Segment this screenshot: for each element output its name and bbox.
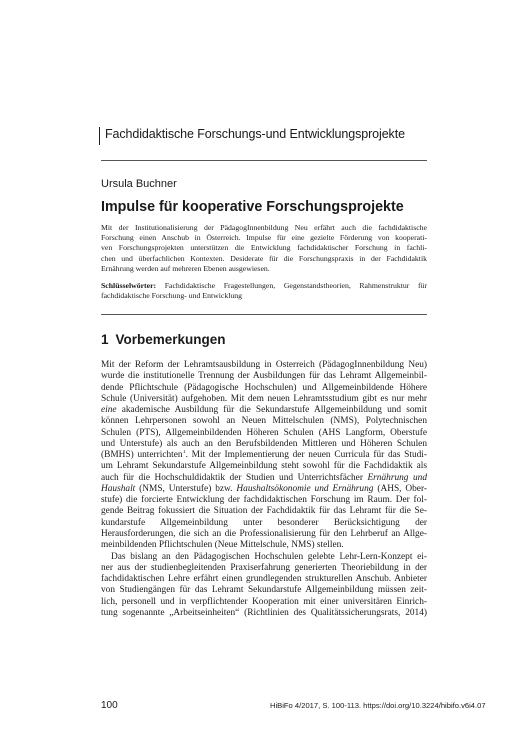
body-fragment: (AHS, Ober-: [373, 483, 427, 494]
body-line: und Unterstufe) als auch an den Berufsbildenden Mittleren und Höheren Schulen: [101, 438, 427, 449]
body-line: ner aus der studienbegleitenden Praxiserfahrung generierten Theoriebildung in der: [101, 562, 427, 573]
body-fragment: (NMS, Unterstufe) bzw.: [135, 483, 237, 494]
citation-footer: HiBiFo 4/2017, S. 100-113. https://doi.org/10.3224/hibifo.v6i4.07: [270, 701, 486, 710]
emphasis: Haushalt: [101, 483, 136, 494]
body-line: [101, 484, 427, 495]
author: Ursula Buchner: [101, 178, 177, 190]
emphasis: eine: [101, 405, 117, 416]
body-line: stufe) die forcierte Entwicklung der fachdidaktischen Forschung im Raum. Der fol-: [101, 495, 427, 506]
section-title: Vorbemerkungen: [115, 332, 226, 347]
body-line: [101, 405, 427, 416]
keywords: [101, 281, 427, 301]
body-line: von Studiengängen für das Lehramt Sekundarstufe Allgemeinbildung müssen zeit-: [101, 585, 427, 596]
body-line: um Lehramt Sekundarstufe Allgemeinbildung steht sowohl für die Fachdidaktik als: [101, 461, 427, 472]
keywords-label: Schlüsselwörter:: [101, 281, 157, 290]
body-line: gende Beitrag fokussiert die Situation der Fachdidaktik für das Lehramt für die Se-: [101, 506, 427, 517]
body-fragment: (BMHS) unterrichten: [101, 450, 183, 461]
body-line: Herausforderungen, die sich an die Professionalisierung für den Lehrberuf an Allge-: [101, 528, 427, 539]
body-line: meinbildenden Pflichtschulen (Neue Mittelschule, NMS) stellen.: [101, 540, 344, 551]
body-fragment: . Mit der Implementierung der neuen Curricula für das Studi-: [185, 450, 427, 461]
body-line: [101, 450, 427, 461]
abstract-line: chen und überfachlichen Kontexten. Desiderate für die Forschungspraxis in der Fachdidaktik: [101, 253, 427, 263]
body-line: lich, personell und in verpflichtender Kooperation mit einer universitären Einrich-: [101, 596, 427, 607]
running-header: Fachdidaktische Forschungs-und Entwicklungsprojekte: [105, 127, 405, 141]
body-line: tung sogenannte „Arbeitseinheiten“ (Richtlinien des Qualitätssicherungsrats, 2014): [101, 607, 427, 618]
divider-top: [101, 160, 427, 161]
section-heading: [101, 332, 226, 347]
abstract-line: Forschung einen Anschub in Österreich. Impulse für eine gezielte Förderung von kooperati-: [101, 233, 427, 243]
body-line: Mit der Reform der Lehramtsausbildung in Österreich (PädagogInnenbildung Neu): [101, 360, 427, 370]
abstract: [101, 223, 427, 274]
abstract-line: ven Forschungsprojekten unterstützen die Entwicklung fachdidaktischer Forschung in fachli-: [101, 243, 427, 253]
body-line: können Lehrpersonen sowohl an Neuen Mittelschulen (NMS), Polytechnischen: [101, 416, 427, 427]
body-line: wurde die institutionelle Trennung der Ausbildungen für das Lehramt Allgemeinbil-: [101, 371, 427, 382]
body-line: fachdidaktischen Lehre erfährt einen grundlegenden strukturellen Anschub. Anbieter: [101, 574, 427, 585]
keywords-text: Fachdidaktische Fragestellungen, Gegenstandstheorien, Rahmenstruktur für: [156, 281, 427, 290]
abstract-line: Mit der Institutionalisierung der PädagogInnenbildung Neu erfährt auch die fachdidaktische: [101, 223, 427, 232]
divider-abstract: [101, 314, 427, 315]
body-fragment: auch für die Hochschuldidaktik der Studien und Unterrichtsfächer: [101, 472, 368, 483]
abstract-line: Ernährung werden auf mehreren Ebenen ausgewiesen.: [101, 263, 270, 273]
body-line: dende Pflichtschule (Pädagogische Hochschulen) und Allgemeinbildende Höhere: [101, 382, 427, 393]
body-line: [101, 473, 427, 484]
footnote-ref[interactable]: 1: [182, 450, 186, 456]
body-text: [101, 360, 427, 619]
body-line: Das bislang an den Pädagogischen Hochschulen gelebte Lehr-Lern-Konzept ei-: [111, 551, 427, 562]
body-fragment: akademische Ausbildung für die Sekundarstufe Allgemeinbildung und somit: [116, 405, 427, 416]
keywords-line: fachdidaktische Forschung- und Entwicklung: [101, 291, 242, 301]
body-line: Schulen (PTS), Allgemeinbildenden Höheren Schulen (AHS Langform, Oberstufe: [101, 427, 427, 438]
emphasis: Haushaltsökonomie und Ernährung: [236, 483, 374, 494]
header-marker: [99, 127, 100, 145]
page-number: 100: [101, 700, 118, 711]
emphasis: Ernährung und: [367, 472, 427, 483]
body-line: kundarstufe Allgemeinbildung unter besonderer Berücksichtigung der: [101, 517, 427, 528]
keywords-line: [101, 281, 427, 291]
article-title: Impulse für kooperative Forschungsprojekte: [101, 199, 404, 215]
section-number: 1: [101, 332, 109, 347]
body-line: Schule (Universität) aufgehoben. Mit dem neuen Lehramtsstudium gibt es nur mehr: [101, 393, 427, 404]
